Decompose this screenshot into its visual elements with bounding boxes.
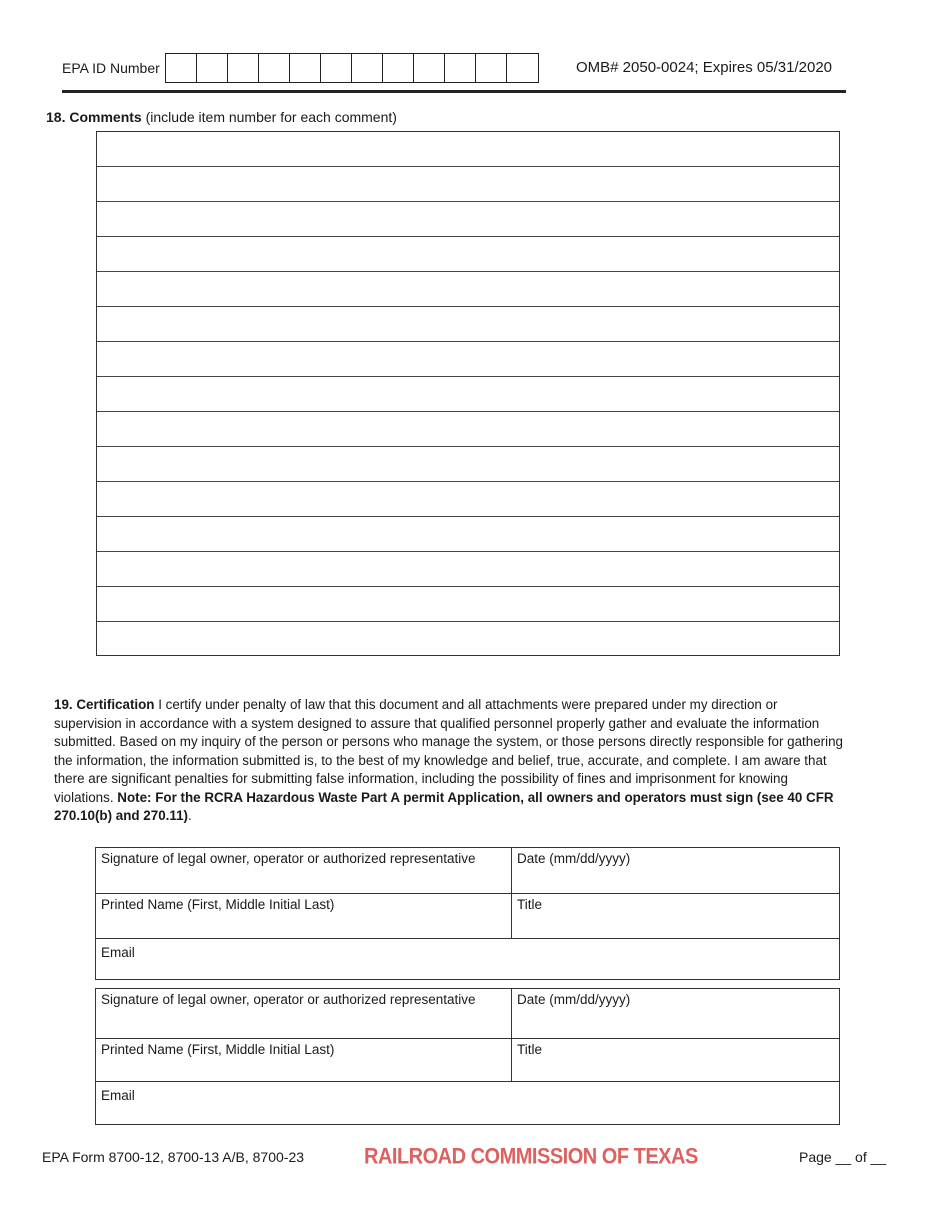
printed-name-field[interactable]: [96, 894, 512, 938]
comment-line[interactable]: [97, 377, 839, 412]
comment-line[interactable]: [97, 447, 839, 482]
comment-line[interactable]: [97, 622, 839, 657]
date-field[interactable]: [512, 989, 839, 1038]
epa-id-char-box[interactable]: [197, 54, 228, 82]
comment-line[interactable]: [97, 552, 839, 587]
epa-id-char-box[interactable]: [321, 54, 352, 82]
title-label: Title: [517, 1042, 543, 1057]
epa-id-char-box[interactable]: [259, 54, 290, 82]
certification-note: Note: For the RCRA Hazardous Waste Part A permit Application, all owners and operators must sign (see 40 CFR 270.10(b) and 270.11): [54, 789, 834, 823]
email-label: Email: [101, 945, 135, 960]
certification-note-end: .: [187, 808, 192, 823]
signature-block-1: [95, 847, 840, 980]
comment-line[interactable]: [97, 132, 839, 167]
certification-text: [54, 696, 844, 826]
epa-id-char-box[interactable]: [290, 54, 321, 82]
epa-id-char-box[interactable]: [414, 54, 445, 82]
email-label: Email: [101, 1088, 135, 1103]
railroad-commission-stamp: RAILROAD COMMISSION OF TEXAS: [364, 1144, 698, 1170]
comments-area[interactable]: [96, 131, 840, 656]
email-field[interactable]: [96, 1082, 839, 1124]
comments-heading: [46, 109, 397, 125]
epa-id-char-box[interactable]: [166, 54, 197, 82]
certification-body: I certify under penalty of law that this document and all attachments were prepared under my direction or supervision in accordance with a system designed to assure that qualified personnel properly gather and evaluate the information submitted. Based on my inquiry of the person or persons who manage the system, or those persons directly responsible for gathering the information, the information submitted is, to the best of my knowledge and belief, true, accurate, and complete. I am aware that there are significant penalties for submitting false information, including the possibility of fines and imprisonment for knowing violations.: [54, 697, 843, 805]
comment-line[interactable]: [97, 272, 839, 307]
comment-line[interactable]: [97, 167, 839, 202]
header-divider: [62, 90, 846, 93]
epa-id-char-box[interactable]: [352, 54, 383, 82]
epa-id-char-box[interactable]: [228, 54, 259, 82]
comment-line[interactable]: [97, 517, 839, 552]
signature-field[interactable]: [96, 989, 512, 1038]
title-field[interactable]: [512, 894, 839, 938]
certification-number: 19.: [54, 697, 73, 712]
printed-name-field[interactable]: [96, 1039, 512, 1081]
comments-subtitle: (include item number for each comment): [145, 109, 397, 125]
certification-title: Certification: [76, 697, 155, 712]
title-label: Title: [517, 897, 543, 912]
epa-id-char-box[interactable]: [383, 54, 414, 82]
form-number: EPA Form 8700-12, 8700-13 A/B, 8700-23: [42, 1149, 305, 1165]
comment-line[interactable]: [97, 412, 839, 447]
comment-line[interactable]: [97, 342, 839, 377]
epa-id-char-box[interactable]: [507, 54, 538, 82]
signature-label: Signature of legal owner, operator or authorized representative: [101, 992, 476, 1007]
comment-line[interactable]: [97, 587, 839, 622]
signature-label: Signature of legal owner, operator or authorized representative: [101, 851, 476, 866]
comment-line[interactable]: [97, 202, 839, 237]
date-label: Date (mm/dd/yyyy): [517, 992, 631, 1007]
comment-line[interactable]: [97, 482, 839, 517]
epa-id-char-box[interactable]: [445, 54, 476, 82]
page-number: Page __ of __: [799, 1149, 887, 1165]
printed-name-label: Printed Name (First, Middle Initial Last): [101, 897, 335, 912]
omb-number: OMB# 2050-0024; Expires 05/31/2020: [576, 59, 833, 76]
epa-id-input[interactable]: [165, 53, 539, 83]
printed-name-label: Printed Name (First, Middle Initial Last): [101, 1042, 335, 1057]
comment-line[interactable]: [97, 237, 839, 272]
title-field[interactable]: [512, 1039, 839, 1081]
signature-field[interactable]: [96, 848, 512, 893]
date-field[interactable]: [512, 848, 839, 893]
comments-title: Comments: [69, 109, 142, 125]
comments-number: 18.: [46, 109, 66, 125]
date-label: Date (mm/dd/yyyy): [517, 851, 631, 866]
epa-id-label: EPA ID Number: [62, 60, 160, 76]
epa-id-char-box[interactable]: [476, 54, 507, 82]
comment-line[interactable]: [97, 307, 839, 342]
email-field[interactable]: [96, 939, 839, 979]
signature-block-2: [95, 988, 840, 1125]
